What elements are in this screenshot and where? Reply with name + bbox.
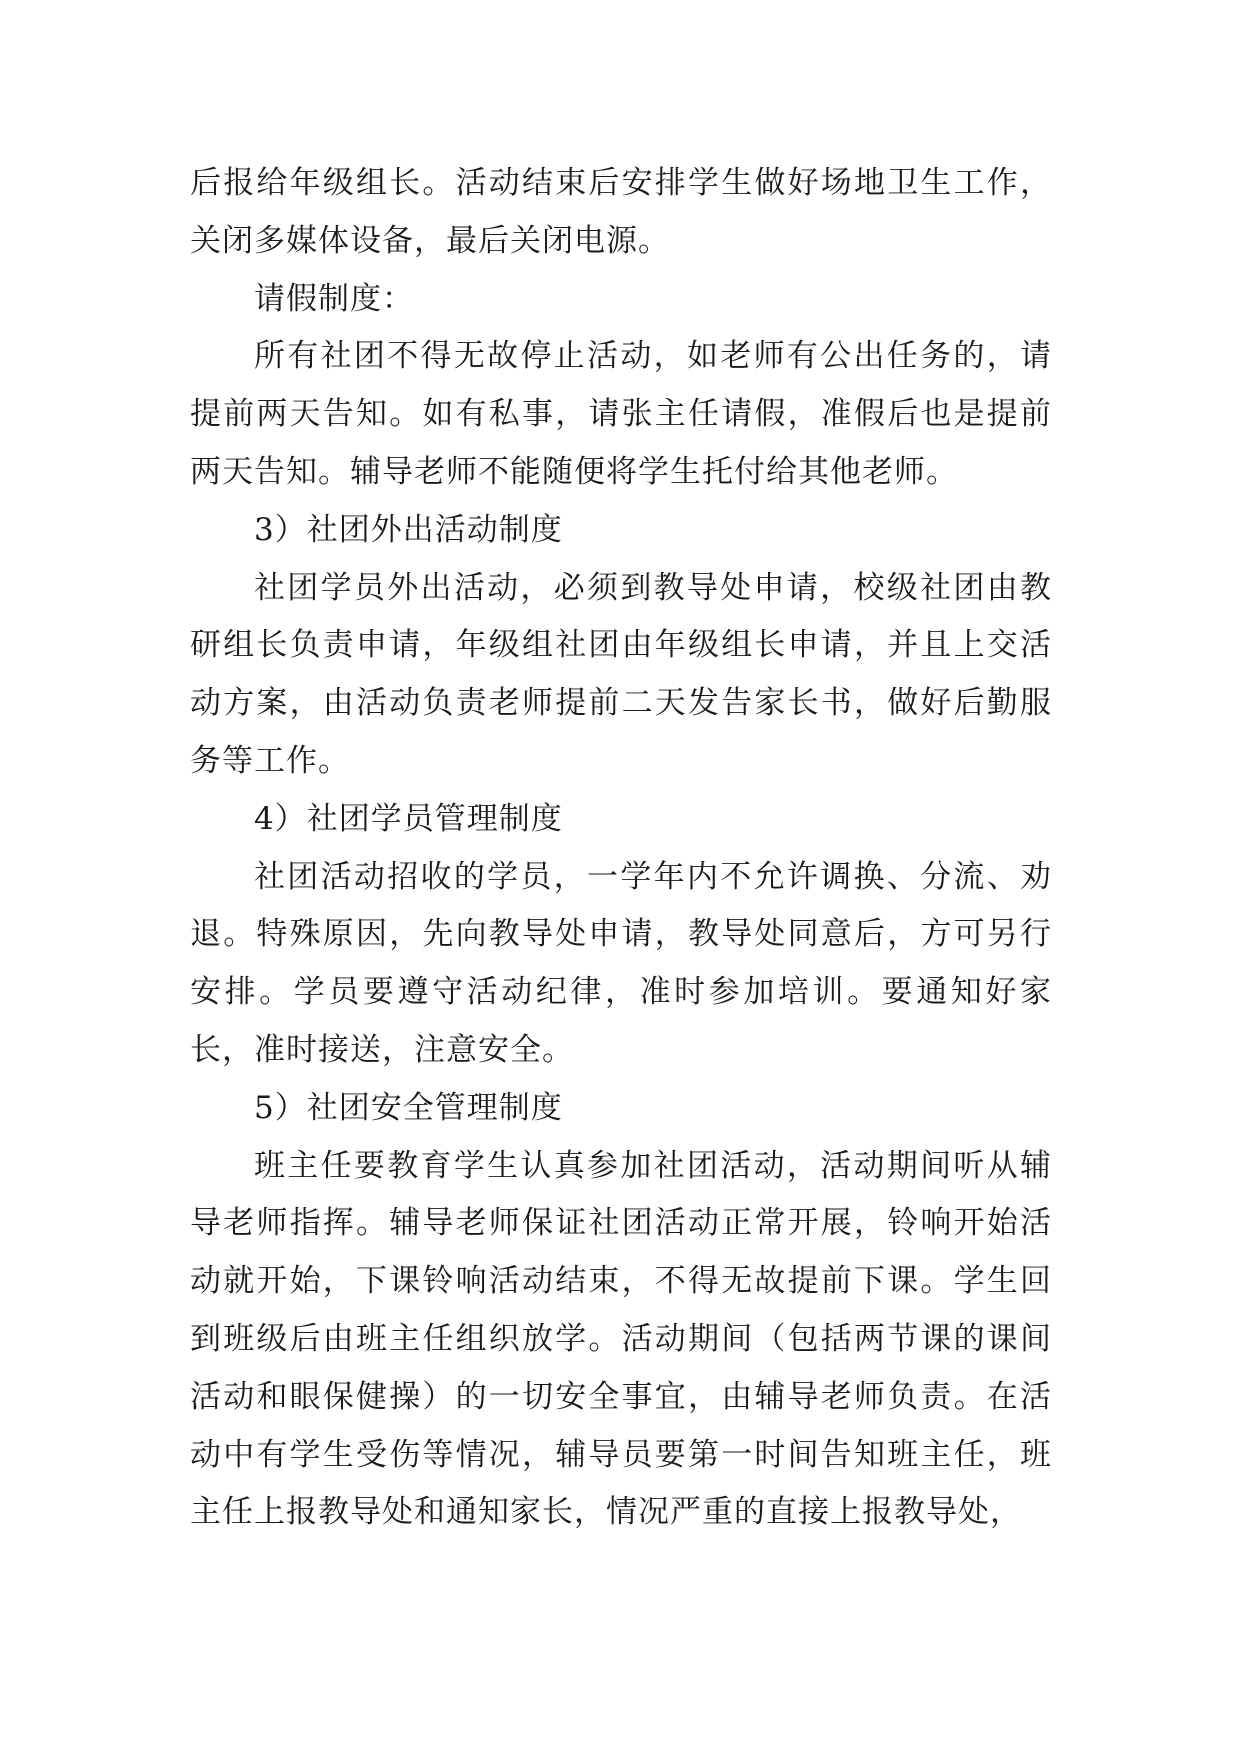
heading-outing-policy: 3）社团外出活动制度 [254, 511, 563, 548]
paragraph-member-policy: 社团活动招收的学员，一学年内不允许调换、分流、劝退。特殊原因，先向教导处申请，教导处同意后，方可另行安排。学员要遵守活动纪律，准时参加培训。要通知好家长，准时接送，注意安全。 [190, 858, 1052, 1068]
heading-member-policy: 4）社团学员管理制度 [254, 800, 563, 837]
heading-safety-policy: 5）社团安全管理制度 [254, 1089, 563, 1126]
paragraph-continuation: 后报给年级组长。活动结束后安排学生做好场地卫生工作，关闭多媒体设备，最后关闭电源。 [190, 165, 1052, 259]
document-body [190, 155, 1052, 1542]
paragraph-leave-policy: 所有社团不得无故停止活动，如老师有公出任务的，请提前两天告知。如有私事，请张主任请假，准假后也是提前两天告知。辅导老师不能随便将学生托付给其他老师。 [190, 338, 1052, 490]
paragraph-outing-policy: 社团学员外出活动，必须到教导处申请，校级社团由教研组长负责申请，年级组社团由年级组长申请，并且上交活动方案，由活动负责老师提前二天发告家长书，做好后勤服务等工作。 [190, 569, 1052, 779]
heading-leave-policy: 请假制度： [254, 280, 414, 317]
paragraph-safety-policy: 班主任要教育学生认真参加社团活动，活动期间听从辅导老师指挥。辅导老师保证社团活动正常开展，铃响开始活动就开始，下课铃响活动结束，不得无故提前下课。学生回到班级后由班主任组织放学。活动期间（包括两节课的课间活动和眼保健操）的一切安全事宜，由辅导老师负责。在活动中有学生受伤等情况，辅导员要第一时间告知班主任，班主任上报教导处和通知家长，情况严重的直接上报教导处， [190, 1147, 1052, 1531]
